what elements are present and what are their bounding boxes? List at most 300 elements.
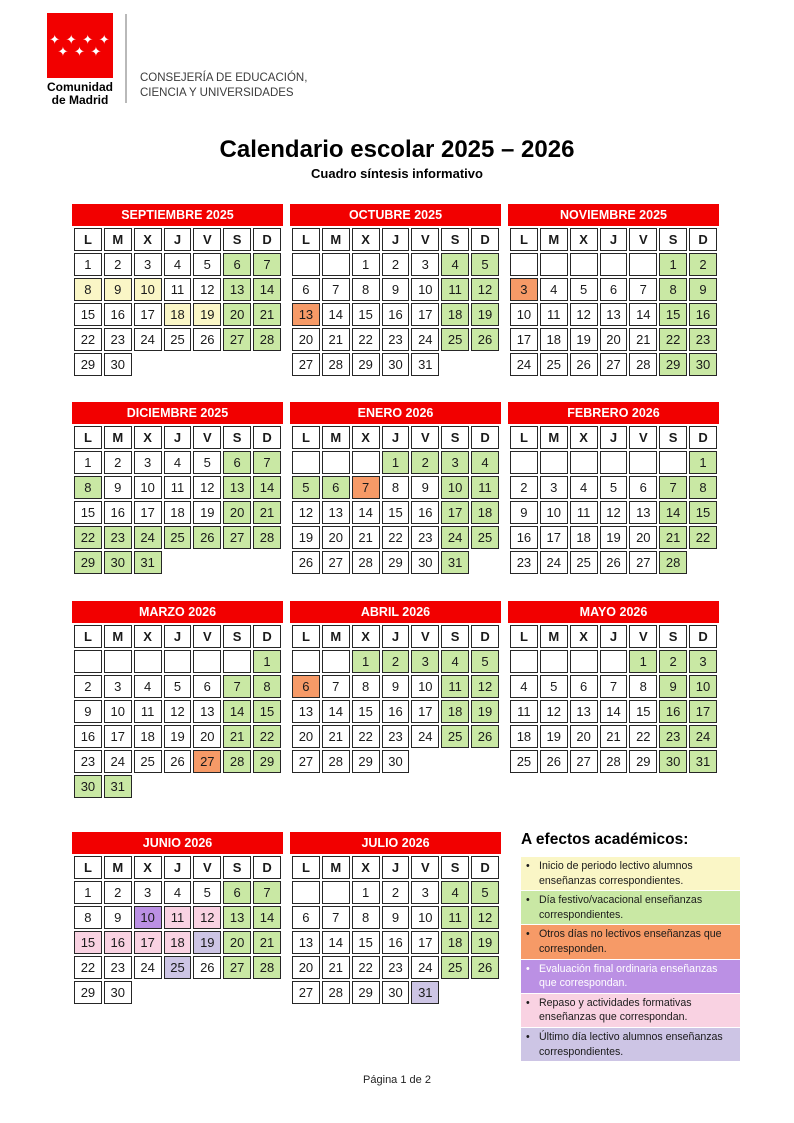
day-cell: 1 [689, 451, 717, 474]
day-cell: 22 [352, 328, 380, 351]
day-cell: 13 [570, 700, 598, 723]
day-of-week-header: V [411, 625, 439, 648]
day-cell: 5 [193, 451, 221, 474]
day-cell: 1 [352, 650, 380, 673]
day-cell: 22 [689, 526, 717, 549]
day-cell: 5 [292, 476, 320, 499]
day-of-week-header: J [164, 426, 192, 449]
day-cell: 24 [134, 956, 162, 979]
day-cell: 17 [411, 931, 439, 954]
day-cell: 9 [104, 278, 132, 301]
day-cell: 9 [689, 278, 717, 301]
day-cell: 8 [74, 906, 102, 929]
day-of-week-header: V [629, 625, 657, 648]
day-cell: 23 [382, 725, 410, 748]
day-cell: 11 [570, 501, 598, 524]
day-of-week-header: J [164, 625, 192, 648]
day-cell: 13 [292, 700, 320, 723]
day-cell: 19 [471, 303, 499, 326]
legend-item-label: Día festivo/vacacional enseñanzas correspondientes. [539, 894, 703, 921]
day-cell: 4 [164, 253, 192, 276]
day-cell: 14 [629, 303, 657, 326]
day-cell [570, 451, 598, 474]
day-cell: 6 [193, 675, 221, 698]
day-cell: 9 [104, 906, 132, 929]
day-cell: 8 [74, 476, 102, 499]
day-cell: 14 [352, 501, 380, 524]
day-cell: 2 [382, 881, 410, 904]
day-cell: 21 [253, 931, 281, 954]
day-cell: 7 [629, 278, 657, 301]
day-cell: 11 [441, 675, 469, 698]
day-cell: 28 [253, 526, 281, 549]
day-cell: 29 [74, 353, 102, 376]
day-of-week-header: D [471, 228, 499, 251]
day-cell: 29 [74, 551, 102, 574]
day-cell [322, 451, 350, 474]
day-cell: 9 [382, 906, 410, 929]
day-cell: 22 [74, 328, 102, 351]
day-of-week-header: M [322, 228, 350, 251]
day-cell: 17 [540, 526, 568, 549]
legend-item [521, 891, 740, 924]
day-cell: 14 [659, 501, 687, 524]
day-of-week-header: M [322, 426, 350, 449]
department-line1: CONSEJERÍA DE EDUCACIÓN, [140, 72, 308, 84]
day-cell: 3 [510, 278, 538, 301]
day-cell: 2 [104, 451, 132, 474]
day-of-week-header: S [223, 426, 251, 449]
day-of-week-header: D [689, 625, 717, 648]
legend-item-label: Otros días no lectivos enseñanzas que corresponden. [539, 928, 722, 956]
month-table [290, 854, 501, 1006]
month-title: FEBRERO 2026 [508, 402, 719, 424]
day-cell: 21 [352, 526, 380, 549]
day-cell: 5 [193, 253, 221, 276]
month-calendar [72, 204, 283, 378]
day-of-week-header: J [382, 426, 410, 449]
day-cell: 1 [352, 253, 380, 276]
day-cell: 31 [134, 551, 162, 574]
day-cell: 31 [441, 551, 469, 574]
day-of-week-header: M [540, 228, 568, 251]
bullet-icon: • [526, 1031, 530, 1044]
day-cell: 14 [322, 303, 350, 326]
day-cell: 16 [104, 501, 132, 524]
day-cell: 23 [689, 328, 717, 351]
day-cell: 22 [74, 526, 102, 549]
day-cell [600, 253, 628, 276]
legend [521, 831, 740, 1062]
day-of-week-header: S [441, 856, 469, 879]
day-cell: 20 [292, 956, 320, 979]
day-cell: 23 [659, 725, 687, 748]
day-cell [322, 881, 350, 904]
day-cell [74, 650, 102, 673]
day-cell: 27 [223, 328, 251, 351]
madrid-flag-icon [47, 13, 113, 78]
day-of-week-header: X [570, 426, 598, 449]
day-of-week-header: J [164, 856, 192, 879]
day-cell: 13 [600, 303, 628, 326]
day-cell: 17 [134, 501, 162, 524]
day-cell: 16 [74, 725, 102, 748]
day-of-week-header: J [164, 228, 192, 251]
day-cell: 7 [322, 278, 350, 301]
day-cell: 11 [540, 303, 568, 326]
day-cell: 8 [352, 278, 380, 301]
day-cell: 13 [629, 501, 657, 524]
day-cell: 19 [570, 328, 598, 351]
day-cell: 6 [322, 476, 350, 499]
day-of-week-header: D [253, 426, 281, 449]
day-cell: 11 [164, 476, 192, 499]
day-of-week-header: D [253, 228, 281, 251]
brand-divider [125, 14, 127, 103]
day-cell: 6 [223, 881, 251, 904]
day-cell: 24 [411, 725, 439, 748]
day-of-week-header: L [74, 426, 102, 449]
day-of-week-header: M [104, 426, 132, 449]
legend-item-label: Inicio de periodo lectivo alumnos enseñanzas correspondientes. [539, 860, 693, 887]
day-cell: 14 [253, 476, 281, 499]
page-subtitle: Cuadro síntesis informativo [311, 166, 483, 181]
day-cell [134, 650, 162, 673]
day-cell: 26 [471, 725, 499, 748]
day-cell: 7 [352, 476, 380, 499]
day-cell: 24 [411, 328, 439, 351]
day-of-week-header: L [292, 625, 320, 648]
day-cell: 25 [134, 750, 162, 773]
day-of-week-header: J [600, 625, 628, 648]
bullet-icon: • [526, 928, 530, 941]
day-cell: 2 [411, 451, 439, 474]
day-cell: 19 [193, 931, 221, 954]
day-cell: 7 [223, 675, 251, 698]
day-of-week-header: D [689, 426, 717, 449]
day-cell: 2 [382, 650, 410, 673]
day-cell: 17 [441, 501, 469, 524]
day-cell: 24 [134, 328, 162, 351]
day-cell: 9 [74, 700, 102, 723]
day-cell: 25 [441, 328, 469, 351]
day-cell: 28 [223, 750, 251, 773]
day-cell: 15 [382, 501, 410, 524]
day-cell: 27 [292, 750, 320, 773]
day-cell [629, 451, 657, 474]
day-cell: 22 [74, 956, 102, 979]
stars-icon: ✦ ✦ ✦ [57, 43, 103, 59]
day-cell: 25 [510, 750, 538, 773]
month-title: MARZO 2026 [72, 601, 283, 623]
comunidad-de-madrid-logo [47, 13, 113, 108]
day-cell: 21 [629, 328, 657, 351]
day-cell: 10 [411, 906, 439, 929]
day-cell: 18 [570, 526, 598, 549]
day-of-week-header: V [411, 426, 439, 449]
day-cell: 26 [540, 750, 568, 773]
day-cell: 12 [600, 501, 628, 524]
day-cell: 2 [689, 253, 717, 276]
day-cell: 4 [164, 451, 192, 474]
day-cell: 17 [689, 700, 717, 723]
day-of-week-header: X [134, 625, 162, 648]
brand-name-line2: de Madrid [51, 93, 109, 108]
day-cell: 18 [540, 328, 568, 351]
day-cell: 20 [322, 526, 350, 549]
day-cell: 20 [292, 328, 320, 351]
day-of-week-header: V [193, 426, 221, 449]
brand-name [47, 81, 113, 108]
day-cell [510, 253, 538, 276]
day-cell: 10 [134, 476, 162, 499]
legend-item [521, 960, 740, 993]
day-of-week-header: J [382, 856, 410, 879]
day-cell: 21 [659, 526, 687, 549]
day-cell: 18 [164, 501, 192, 524]
day-cell: 30 [382, 353, 410, 376]
day-of-week-header: M [540, 625, 568, 648]
day-cell: 10 [540, 501, 568, 524]
day-cell: 15 [74, 303, 102, 326]
day-of-week-header: J [600, 426, 628, 449]
day-cell: 8 [352, 675, 380, 698]
day-cell: 28 [253, 956, 281, 979]
day-of-week-header: M [322, 856, 350, 879]
month-calendar [290, 402, 501, 576]
legend-item-label: Evaluación final ordinaria enseñanzas que correspondan. [539, 962, 718, 990]
day-of-week-header: S [223, 625, 251, 648]
day-cell: 8 [689, 476, 717, 499]
day-cell: 30 [74, 775, 102, 798]
day-of-week-header: V [193, 625, 221, 648]
month-title: MAYO 2026 [508, 601, 719, 623]
day-cell: 1 [629, 650, 657, 673]
day-cell: 27 [629, 551, 657, 574]
day-cell: 12 [471, 675, 499, 698]
day-cell [540, 451, 568, 474]
day-of-week-header: X [352, 426, 380, 449]
day-cell: 15 [689, 501, 717, 524]
day-of-week-header: S [441, 625, 469, 648]
day-cell: 30 [382, 750, 410, 773]
day-cell [292, 881, 320, 904]
legend-item [521, 925, 740, 958]
month-title: JULIO 2026 [290, 832, 501, 854]
day-cell: 16 [104, 931, 132, 954]
day-cell: 11 [164, 278, 192, 301]
month-table [72, 226, 283, 378]
legend-items [521, 857, 740, 1061]
day-cell: 8 [659, 278, 687, 301]
day-cell: 3 [689, 650, 717, 673]
day-cell: 1 [74, 881, 102, 904]
page-number: Página 1 de 2 [363, 1074, 431, 1086]
day-cell: 6 [600, 278, 628, 301]
day-cell: 24 [510, 353, 538, 376]
day-cell: 1 [253, 650, 281, 673]
bullet-icon: • [526, 962, 530, 975]
day-cell [104, 650, 132, 673]
day-cell: 5 [600, 476, 628, 499]
day-cell: 30 [104, 981, 132, 1004]
day-cell: 13 [193, 700, 221, 723]
day-cell: 19 [193, 501, 221, 524]
month-table [508, 623, 719, 775]
month-title: DICIEMBRE 2025 [72, 402, 283, 424]
day-cell [193, 650, 221, 673]
day-of-week-header: S [659, 228, 687, 251]
day-cell: 3 [134, 253, 162, 276]
page-title: Calendario escolar 2025 – 2026 [219, 136, 575, 163]
day-cell: 2 [510, 476, 538, 499]
day-cell: 19 [292, 526, 320, 549]
day-cell: 5 [471, 253, 499, 276]
day-cell: 30 [104, 551, 132, 574]
day-cell: 26 [164, 750, 192, 773]
day-cell: 12 [292, 501, 320, 524]
legend-item-label: Último día lectivo alumnos enseñanzas correspondientes. [539, 1031, 723, 1058]
day-cell: 31 [689, 750, 717, 773]
day-cell: 20 [223, 931, 251, 954]
day-cell: 27 [292, 353, 320, 376]
day-cell: 5 [540, 675, 568, 698]
legend-item [521, 857, 740, 890]
day-cell: 8 [74, 278, 102, 301]
brand-name-line1: Comunidad [47, 80, 113, 94]
day-cell: 19 [600, 526, 628, 549]
day-cell: 24 [411, 956, 439, 979]
bullet-icon: • [526, 860, 530, 872]
day-of-week-header: X [352, 856, 380, 879]
day-cell: 28 [600, 750, 628, 773]
day-cell: 30 [659, 750, 687, 773]
day-cell: 2 [382, 253, 410, 276]
day-cell: 9 [104, 476, 132, 499]
day-cell: 24 [441, 526, 469, 549]
day-cell: 10 [411, 278, 439, 301]
day-cell: 8 [382, 476, 410, 499]
day-cell: 20 [223, 501, 251, 524]
day-of-week-header: M [540, 426, 568, 449]
day-cell [352, 451, 380, 474]
day-cell: 22 [659, 328, 687, 351]
month-table [290, 424, 501, 576]
day-cell: 22 [352, 956, 380, 979]
day-cell: 25 [164, 328, 192, 351]
day-cell: 3 [411, 650, 439, 673]
day-cell: 8 [253, 675, 281, 698]
day-of-week-header: S [659, 426, 687, 449]
month-title: SEPTIEMBRE 2025 [72, 204, 283, 226]
day-cell: 3 [411, 253, 439, 276]
day-cell: 28 [322, 750, 350, 773]
month-title: NOVIEMBRE 2025 [508, 204, 719, 226]
day-cell: 9 [510, 501, 538, 524]
day-cell: 2 [74, 675, 102, 698]
day-cell: 26 [471, 328, 499, 351]
day-cell: 4 [164, 881, 192, 904]
day-cell: 23 [104, 526, 132, 549]
day-cell: 18 [164, 303, 192, 326]
day-cell: 19 [193, 303, 221, 326]
day-cell: 27 [322, 551, 350, 574]
day-cell [322, 650, 350, 673]
day-of-week-header: D [253, 856, 281, 879]
day-cell: 29 [352, 750, 380, 773]
day-cell: 3 [540, 476, 568, 499]
day-cell: 28 [322, 981, 350, 1004]
day-cell: 5 [164, 675, 192, 698]
day-cell: 3 [441, 451, 469, 474]
day-cell: 5 [193, 881, 221, 904]
day-cell: 3 [411, 881, 439, 904]
day-of-week-header: S [659, 625, 687, 648]
day-cell: 15 [659, 303, 687, 326]
day-cell: 6 [223, 253, 251, 276]
day-cell: 23 [411, 526, 439, 549]
day-cell: 27 [600, 353, 628, 376]
day-cell: 3 [134, 881, 162, 904]
day-of-week-header: L [292, 228, 320, 251]
day-cell: 11 [441, 906, 469, 929]
month-calendar [72, 402, 283, 576]
day-cell [570, 650, 598, 673]
day-cell: 2 [104, 881, 132, 904]
day-cell: 17 [134, 303, 162, 326]
day-cell: 28 [659, 551, 687, 574]
day-cell: 11 [441, 278, 469, 301]
day-of-week-header: X [134, 426, 162, 449]
day-cell: 14 [600, 700, 628, 723]
day-cell: 25 [540, 353, 568, 376]
day-cell: 18 [441, 931, 469, 954]
day-cell: 22 [629, 725, 657, 748]
day-of-week-header: D [471, 426, 499, 449]
day-cell: 24 [134, 526, 162, 549]
day-of-week-header: L [74, 625, 102, 648]
day-cell: 13 [292, 931, 320, 954]
day-cell: 7 [253, 451, 281, 474]
department-name [140, 71, 307, 101]
day-of-week-header: S [441, 228, 469, 251]
day-cell: 20 [193, 725, 221, 748]
day-cell: 29 [382, 551, 410, 574]
day-cell: 29 [352, 353, 380, 376]
day-cell: 4 [134, 675, 162, 698]
day-cell: 19 [471, 931, 499, 954]
month-title: JUNIO 2026 [72, 832, 283, 854]
day-cell: 9 [411, 476, 439, 499]
month-calendar [290, 601, 501, 775]
day-cell: 18 [510, 725, 538, 748]
day-cell: 25 [164, 956, 192, 979]
day-cell: 10 [104, 700, 132, 723]
day-cell: 22 [382, 526, 410, 549]
day-of-week-header: M [322, 625, 350, 648]
day-cell: 1 [382, 451, 410, 474]
day-cell: 21 [253, 303, 281, 326]
day-of-week-header: X [352, 228, 380, 251]
day-cell: 17 [134, 931, 162, 954]
day-cell: 21 [322, 725, 350, 748]
day-cell: 9 [382, 675, 410, 698]
day-cell: 15 [352, 931, 380, 954]
day-cell: 7 [659, 476, 687, 499]
day-of-week-header: V [193, 228, 221, 251]
day-cell [292, 451, 320, 474]
day-cell [600, 451, 628, 474]
